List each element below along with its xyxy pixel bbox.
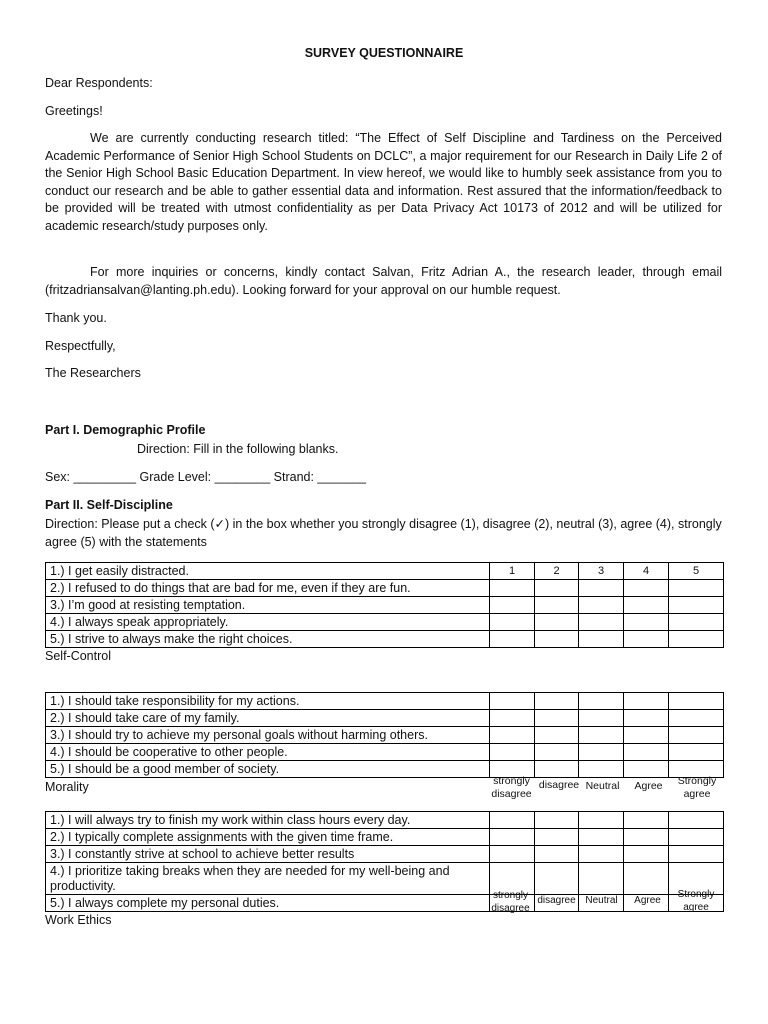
scale-label: strongly disagree — [491, 890, 530, 914]
check-box[interactable] — [579, 597, 624, 614]
check-box[interactable] — [490, 580, 535, 597]
check-box[interactable] — [535, 846, 579, 863]
scale-header: 3 — [579, 563, 624, 580]
thanks-line: Thank you. — [45, 311, 107, 325]
self-control-caption: Self-Control — [45, 649, 111, 663]
check-box[interactable] — [669, 846, 724, 863]
check-box[interactable] — [579, 846, 624, 863]
check-box[interactable] — [669, 614, 724, 631]
check-box[interactable] — [669, 744, 724, 761]
statement: 1.) I will always try to finish my work within class hours every day. — [46, 812, 490, 829]
check-box[interactable] — [624, 580, 669, 597]
statement: 3.) I should try to achieve my personal goals without harming others. — [46, 727, 490, 744]
table-row — [46, 710, 724, 727]
morality-caption: Morality — [45, 780, 89, 794]
part1-direction: Direction: Fill in the following blanks. — [137, 442, 339, 456]
table-row — [46, 761, 724, 778]
check-box[interactable] — [579, 727, 624, 744]
check-box[interactable] — [490, 829, 535, 846]
statement: 2.) I refused to do things that are bad for me, even if they are fun. — [46, 580, 490, 597]
check-box[interactable] — [579, 744, 624, 761]
check-box[interactable] — [669, 631, 724, 648]
check-box[interactable] — [669, 727, 724, 744]
check-box[interactable] — [579, 863, 624, 895]
statement: 5.) I should be a good member of society. — [46, 761, 490, 778]
check-box[interactable] — [490, 727, 535, 744]
statement: 5.) I always complete my personal duties. — [46, 895, 490, 912]
check-box[interactable] — [490, 631, 535, 648]
check-box[interactable] — [624, 761, 669, 778]
scale-label: disagree — [538, 779, 580, 791]
scale-label: strongly disagree — [491, 775, 532, 800]
check-box[interactable] — [535, 693, 579, 710]
check-box[interactable] — [579, 812, 624, 829]
check-box[interactable] — [624, 597, 669, 614]
check-box[interactable] — [669, 710, 724, 727]
check-box[interactable] — [624, 727, 669, 744]
page-title: SURVEY QUESTIONNAIRE — [304, 46, 464, 60]
check-box[interactable] — [490, 710, 535, 727]
greeting: Greetings! — [45, 104, 103, 118]
check-box[interactable] — [669, 580, 724, 597]
part2-heading: Part II. Self-Discipline — [45, 498, 173, 512]
closing-line: Respectfully, — [45, 339, 116, 353]
check-box[interactable] — [624, 863, 669, 895]
check-box[interactable] — [624, 846, 669, 863]
part1-heading: Part I. Demographic Profile — [45, 423, 206, 437]
check-box[interactable] — [624, 710, 669, 727]
scale-header: 4 — [624, 563, 669, 580]
part2-direction: Direction: Please put a check (✓) in the box whether you strongly disagree (1), disagree (2), neutral (3), agree (4), strongly agree (5) with the statements — [45, 517, 722, 549]
scale-header: 2 — [535, 563, 579, 580]
check-box[interactable] — [669, 812, 724, 829]
check-box[interactable] — [535, 631, 579, 648]
statement: 2.) I should take care of my family. — [46, 710, 490, 727]
contact-paragraph: For more inquiries or concerns, kindly contact Salvan, Fritz Adrian A., the research leader, through email (fritzadriansalvan@lanting.ph.edu). Looking forward for your approval on our humble request. — [45, 265, 722, 297]
check-box[interactable] — [535, 580, 579, 597]
check-box[interactable] — [579, 829, 624, 846]
check-box[interactable] — [535, 761, 579, 778]
scale-label: Strongly agree — [677, 775, 717, 800]
check-box[interactable] — [579, 614, 624, 631]
check-box[interactable] — [579, 580, 624, 597]
table-row — [46, 829, 724, 846]
check-box[interactable] — [490, 597, 535, 614]
scale-header: 5 — [669, 563, 724, 580]
check-box[interactable] — [490, 812, 535, 829]
check-box[interactable] — [535, 829, 579, 846]
statement: 1.) I get easily distracted. — [46, 563, 490, 580]
check-box[interactable] — [490, 744, 535, 761]
demographic-fields: Sex: _________ Grade Level: ________ Strand: _______ — [45, 470, 367, 484]
check-box[interactable] — [535, 812, 579, 829]
scale-label: disagree — [537, 895, 576, 906]
check-box[interactable] — [624, 812, 669, 829]
scale-label: Neutral — [585, 780, 620, 792]
work-ethics-caption: Work Ethics — [45, 913, 112, 927]
table-row — [46, 631, 724, 648]
statement: 4.) I always speak appropriately. — [46, 614, 490, 631]
check-box[interactable] — [669, 693, 724, 710]
check-box[interactable] — [535, 863, 579, 895]
check-box[interactable] — [624, 614, 669, 631]
check-box[interactable] — [535, 710, 579, 727]
check-box[interactable] — [624, 744, 669, 761]
statement: 4.) I should be cooperative to other people. — [46, 744, 490, 761]
check-box[interactable] — [669, 597, 724, 614]
scale-label: Agree — [634, 780, 663, 792]
statement: 5.) I strive to always make the right choices. — [46, 631, 490, 648]
table-row — [46, 846, 724, 863]
signature-line: The Researchers — [45, 366, 141, 380]
check-box[interactable] — [535, 614, 579, 631]
scale-header: 1 — [490, 563, 535, 580]
check-box[interactable] — [490, 614, 535, 631]
table-row — [46, 812, 724, 829]
check-box[interactable] — [579, 693, 624, 710]
check-box[interactable] — [535, 744, 579, 761]
table-row — [46, 563, 724, 580]
check-box[interactable] — [669, 829, 724, 846]
table-row — [46, 744, 724, 761]
check-box[interactable] — [535, 597, 579, 614]
table-row — [46, 597, 724, 614]
table-row — [46, 727, 724, 744]
check-box[interactable] — [579, 631, 624, 648]
check-box[interactable] — [579, 710, 624, 727]
statement: 4.) I prioritize taking breaks when they are needed for my well-being and productivity. — [46, 863, 490, 895]
statement: 1.) I should take responsibility for my actions. — [46, 693, 490, 710]
table-row — [46, 614, 724, 631]
statement: 3.) I’m good at resisting temptation. — [46, 597, 490, 614]
salutation: Dear Respondents: — [45, 76, 153, 90]
check-box[interactable] — [490, 846, 535, 863]
scale-label: Strongly agree — [677, 889, 715, 913]
table-row — [46, 693, 724, 710]
intro-paragraph: We are currently conducting research titled: “The Effect of Self Discipline and Tardiness on the Perceived Academic Performance of Senior High School Students on DCLC”, a major requirement for our Research in Daily Life 2 of the Senior High School Basic Education Department. In view hereof, we would like to humbly seek assistance from you to conduct our research and be able to gather essential data and information. Rest assured that the information/feedback to be provided will be treated with utmost confidentiality as per Data Privacy Act 10173 of 2012 and will be utilized for academic research/study purposes only. — [45, 131, 722, 233]
table-row — [46, 863, 724, 895]
scale-label: Agree — [634, 895, 661, 906]
table-row — [46, 580, 724, 597]
check-box[interactable] — [490, 693, 535, 710]
check-box[interactable] — [624, 693, 669, 710]
statement: 3.) I constantly strive at school to achieve better results — [46, 846, 490, 863]
self-control-table — [45, 562, 724, 648]
scale-label: Neutral — [585, 895, 618, 906]
check-box[interactable] — [624, 631, 669, 648]
check-box[interactable] — [624, 829, 669, 846]
morality-table — [45, 692, 724, 778]
statement: 2.) I typically complete assignments with the given time frame. — [46, 829, 490, 846]
check-box[interactable] — [535, 727, 579, 744]
check-box[interactable] — [579, 761, 624, 778]
